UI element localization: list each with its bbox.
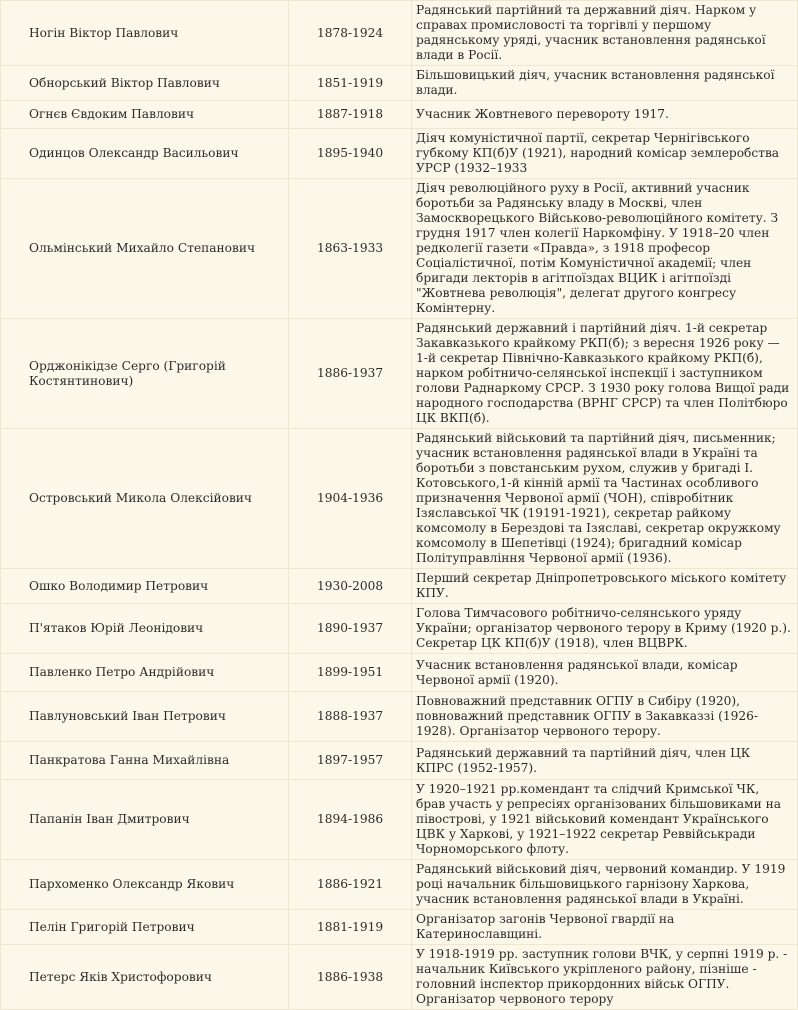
life-years: 1930-2008 <box>289 569 412 604</box>
person-name: Островський Микола Олексійович <box>1 429 289 569</box>
table-row <box>1 66 798 101</box>
table-row <box>1 780 798 860</box>
person-description: Перший секретар Дніпропетровського міського комітету КПУ. <box>412 569 798 604</box>
table-row <box>1 654 798 692</box>
person-name: Павлуновський Іван Петрович <box>1 692 289 742</box>
person-description: Діяч комуністичної партії, секретар Чернігівського губкому КП(б)У (1921), народний комісар землеробства УРСР (1932–1933 <box>412 129 798 179</box>
table-row <box>1 692 798 742</box>
life-years: 1878-1924 <box>289 1 412 66</box>
person-description: Учасник Жовтневого перевороту 1917. <box>412 101 798 129</box>
person-description: Більшовицький діяч, учасник встановлення радянської влади. <box>412 66 798 101</box>
table-row <box>1 1 798 66</box>
life-years: 1888-1937 <box>289 692 412 742</box>
table-row <box>1 742 798 780</box>
life-years: 1899-1951 <box>289 654 412 692</box>
life-years: 1886-1938 <box>289 945 412 1010</box>
person-name: Пелін Григорій Петрович <box>1 910 289 945</box>
life-years: 1886-1937 <box>289 319 412 429</box>
table-row <box>1 129 798 179</box>
table-row <box>1 319 798 429</box>
life-years: 1890-1937 <box>289 604 412 654</box>
person-name: Обнорський Віктор Павлович <box>1 66 289 101</box>
table-row <box>1 101 798 129</box>
person-name: Петерс Яків Христофорович <box>1 945 289 1010</box>
life-years: 1904-1936 <box>289 429 412 569</box>
person-description: Учасник встановлення радянської влади, комісар Червоної армії (1920). <box>412 654 798 692</box>
table-row <box>1 910 798 945</box>
person-description: Діяч революційного руху в Росії, активний учасник боротьби за Радянську владу в Москві, член Замоскворецького Військово-революційного комітету. З грудня 1917 член колегії Наркомфіну. У 1918–20 член редколегії газети «Правда», з 1918 професор Соціалістичної, потім Комуністичної академії; член бригади лекторів в агітпоїздах ВЦИК і агітпоїзді "Жовтнева революція", делегат другого конгресу Комінтерну. <box>412 179 798 319</box>
person-description: У 1918-1919 рр. заступник голови ВЧК, у серпні 1919 р. - начальник Київського укріпленого району, пізніше - головний інспектор прикордонних військ ОГПУ. Організатор червоного терору <box>412 945 798 1010</box>
life-years: 1897-1957 <box>289 742 412 780</box>
person-description: Радянський військовий та партійний діяч, письменник; учасник встановлення радянської влади в Україні та боротьби з повстанським рухом, служив у бригаді І. Котовського,1-й кінній армії та Частинах особливого призначення Червоної армії (ЧОН), співробітник Ізяславської ЧК (19191-1921), секретар райкому комсомолу в Берездові та Ізяславі, секретар окружкому комсомолу в Шепетівці (1924); бригадний комісар Політуправління Червоної армії (1936). <box>412 429 798 569</box>
person-name: Панкратова Ганна Михайлівна <box>1 742 289 780</box>
person-description: Голова Тимчасового робітничо-селянського уряду України; організатор червоного терору в Криму (1920 р.). Секретар ЦК КП(б)У (1918), член ВЦВРК. <box>412 604 798 654</box>
person-name: П'ятаков Юрій Леонідович <box>1 604 289 654</box>
person-name: Папанін Іван Дмитрович <box>1 780 289 860</box>
life-years: 1894-1986 <box>289 780 412 860</box>
person-description: Організатор загонів Червоної гвардії на Катеринославщині. <box>412 910 798 945</box>
person-name: Огнєв Євдоким Павлович <box>1 101 289 129</box>
table-row <box>1 945 798 1010</box>
person-name: Одинцов Олександр Васильович <box>1 129 289 179</box>
life-years: 1881-1919 <box>289 910 412 945</box>
person-name: Павленко Петро Андрійович <box>1 654 289 692</box>
life-years: 1895-1940 <box>289 129 412 179</box>
life-years: 1863-1933 <box>289 179 412 319</box>
person-description: Повноважний представник ОГПУ в Сибіру (1920), повноважний представник ОГПУ в Закавказзі (1926-1928). Організатор червоного терору. <box>412 692 798 742</box>
table-row <box>1 179 798 319</box>
life-years: 1887-1918 <box>289 101 412 129</box>
person-description: Радянський державний і партійний діяч. 1-й секретар Закавказького крайкому РКП(б); з вересня 1926 року — 1-й секретар Північно-Кавказького крайкому РКП(б), нарком робітничо-селянської інспекції і заступником голови Раднаркому СРСР. З 1930 року голова Вищої ради народного господарства (ВРНГ СРСР) та член Політбюро ЦК ВКП(б). <box>412 319 798 429</box>
person-name: Орджонікідзе Серго (Григорій Костянтинович) <box>1 319 289 429</box>
table-row <box>1 569 798 604</box>
table-body <box>1 1 798 1010</box>
person-description: У 1920–1921 рр.комендант та слідчий Кримської ЧК, брав участь у репресіях організованих більшовиками на півострові, у 1921 військовий комендант Українського ЦВК у Харкові, у 1921–1922 секретар Реввійськради Чорноморського флоту. <box>412 780 798 860</box>
person-name: Пархоменко Олександр Якович <box>1 860 289 910</box>
table-row <box>1 860 798 910</box>
person-description: Радянський партійний та державний діяч. Нарком у справах промисловості та торгівлі у першому радянському уряді, учасник встановлення радянської влади в Росії. <box>412 1 798 66</box>
person-name: Ногін Віктор Павлович <box>1 1 289 66</box>
table-row <box>1 604 798 654</box>
life-years: 1886-1921 <box>289 860 412 910</box>
person-name: Ошко Володимир Петрович <box>1 569 289 604</box>
person-name: Ольмінський Михайло Степанович <box>1 179 289 319</box>
table-row <box>1 429 798 569</box>
life-years: 1851-1919 <box>289 66 412 101</box>
person-description: Радянський державний та партійний діяч, член ЦК КПРС (1952-1957). <box>412 742 798 780</box>
person-description: Радянський військовий діяч, червоний командир. У 1919 році начальник більшовицького гарнізону Харкова, учасник встановлення радянської влади в Україні. <box>412 860 798 910</box>
